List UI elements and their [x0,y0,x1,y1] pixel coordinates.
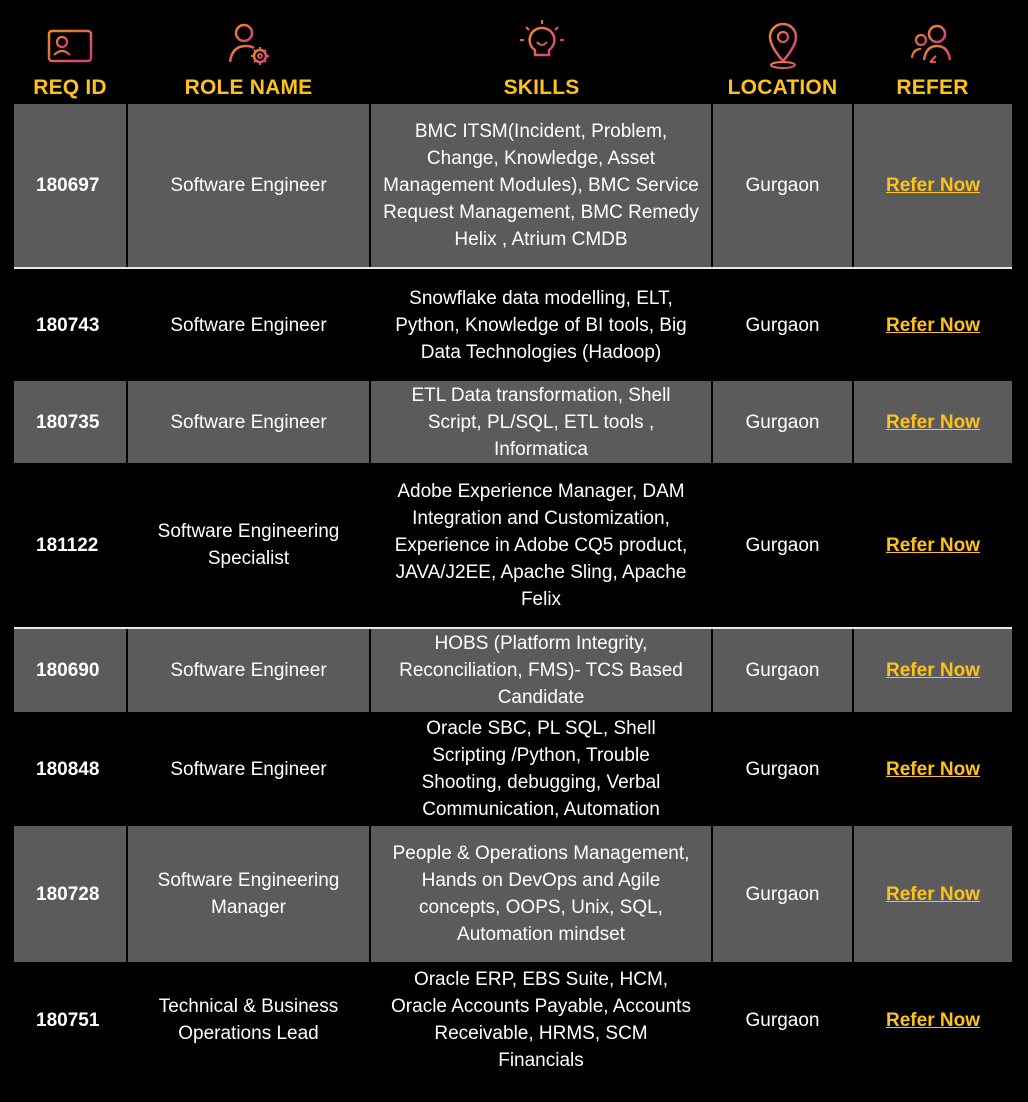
req-id-cell: 180848 [14,712,126,826]
location-text: Gurgaon [745,1009,820,1031]
header-location [713,10,852,104]
user-gear-icon [222,18,276,72]
req-id-cell: 180690 [14,629,126,712]
skills-cell [371,104,711,267]
table-header [14,10,1014,104]
role-cell [128,381,369,463]
location-text: Gurgaon [745,314,820,336]
table-row [0,104,1028,267]
location-text: Gurgaon [745,660,820,681]
refer-cell [854,104,1012,267]
skills-cell [371,463,711,627]
location-text: Gurgaon [745,534,820,556]
skills-text: ETL Data transformation, Shell Script, PL/SQL, ETL tools , Informatica [411,384,671,460]
header-location-label: LOCATION [727,76,838,99]
table-row [0,712,1028,826]
req-id-cell: 180728 [14,826,126,962]
location-text: Gurgaon [745,411,820,433]
map-pin-icon [756,18,810,72]
location-cell [713,629,852,712]
skills-text: Adobe Experience Manager, DAM Integration and Customization, Experience in Adobe CQ5 product, JAVA/J2EE, Apache Sling, Apache Felix [394,480,688,610]
role-text: Software Engineering Manager [157,870,340,918]
role-cell [128,712,369,826]
header-role-name-label: ROLE NAME [184,76,313,99]
table-row [0,463,1028,627]
role-text: Software Engineer [170,411,327,433]
header-skills [371,10,712,104]
header-req-id-label: REQ ID [33,76,107,99]
table-row [0,826,1028,962]
role-text: Software Engineer [170,175,327,196]
refer-cell [854,629,1012,712]
location-text: Gurgaon [745,175,820,196]
role-text: Software Engineer [170,758,327,780]
skills-text: People & Operations Management, Hands on DevOps and Agile concepts, OOPS, Unix, SQL, Automation mindset [392,843,690,945]
skills-text: Oracle ERP, EBS Suite, HCM, Oracle Accounts Payable, Accounts Receivable, HRMS, SCM Financials [391,969,691,1071]
req-id-cell: 180735 [14,381,126,463]
req-id-cell: 181122 [14,463,126,627]
location-text: Gurgaon [745,758,820,780]
table-row [0,381,1028,463]
refer-now-link[interactable]: Refer Now [886,534,980,556]
refer-cell [854,381,1012,463]
header-skills-label: SKILLS [503,76,580,99]
skills-text: HOBS (Platform Integrity, Reconciliation, FMS)- TCS Based Candidate [399,633,683,708]
refer-cell [854,269,1012,381]
location-cell [713,826,852,962]
header-refer-label: REFER [896,76,969,99]
role-cell [128,962,369,1078]
location-cell [713,463,852,627]
skills-text: BMC ITSM(Incident, Problem, Change, Knowledge, Asset Management Modules), BMC Service Request Management, BMC Remedy Helix , Atrium CMDB [383,121,699,250]
refer-now-link[interactable]: Refer Now [886,175,980,196]
location-cell [713,712,852,826]
refer-now-link[interactable]: Refer Now [886,314,980,336]
location-cell [713,962,852,1078]
header-role-name [127,10,370,104]
refer-now-link[interactable]: Refer Now [886,883,980,905]
req-id-cell: 180743 [14,269,126,381]
role-cell [128,104,369,267]
skills-text: Snowflake data modelling, ELT, Python, Knowledge of BI tools, Big Data Technologies (Hadoop) [395,287,687,363]
id-card-icon [43,18,97,72]
skills-cell [371,629,711,712]
refer-cell [854,712,1012,826]
refer-cell [854,463,1012,627]
skills-text: Oracle SBC, PL SQL, Shell Scripting /Python, Trouble Shooting, debugging, Verbal Communication, Automation [421,718,661,820]
skills-cell [371,962,711,1078]
table-row [0,962,1028,1078]
role-text: Software Engineer [170,314,327,336]
role-text: Software Engineer [170,660,327,681]
role-cell [128,629,369,712]
refer-now-link[interactable]: Refer Now [886,411,980,433]
table-row [0,629,1028,712]
location-text: Gurgaon [745,883,820,905]
skills-cell [371,826,711,962]
role-cell [128,463,369,627]
skills-cell [371,712,711,826]
role-text: Software Engineering Specialist [157,521,340,569]
lightbulb-icon [515,18,569,72]
refer-now-link[interactable]: Refer Now [886,1009,980,1031]
header-req-id [14,10,126,104]
role-cell [128,826,369,962]
skills-cell [371,381,711,463]
table-row [0,269,1028,381]
role-text: Technical & Business Operations Lead [158,996,339,1044]
refer-cell [854,962,1012,1078]
refer-people-icon [906,18,960,72]
refer-cell [854,826,1012,962]
refer-now-link[interactable]: Refer Now [886,660,980,681]
refer-now-link[interactable]: Refer Now [886,758,980,780]
skills-cell [371,269,711,381]
location-cell [713,381,852,463]
location-cell [713,269,852,381]
header-refer [853,10,1012,104]
req-id-cell: 180697 [14,104,126,267]
location-cell [713,104,852,267]
req-id-cell: 180751 [14,962,126,1078]
role-cell [128,269,369,381]
